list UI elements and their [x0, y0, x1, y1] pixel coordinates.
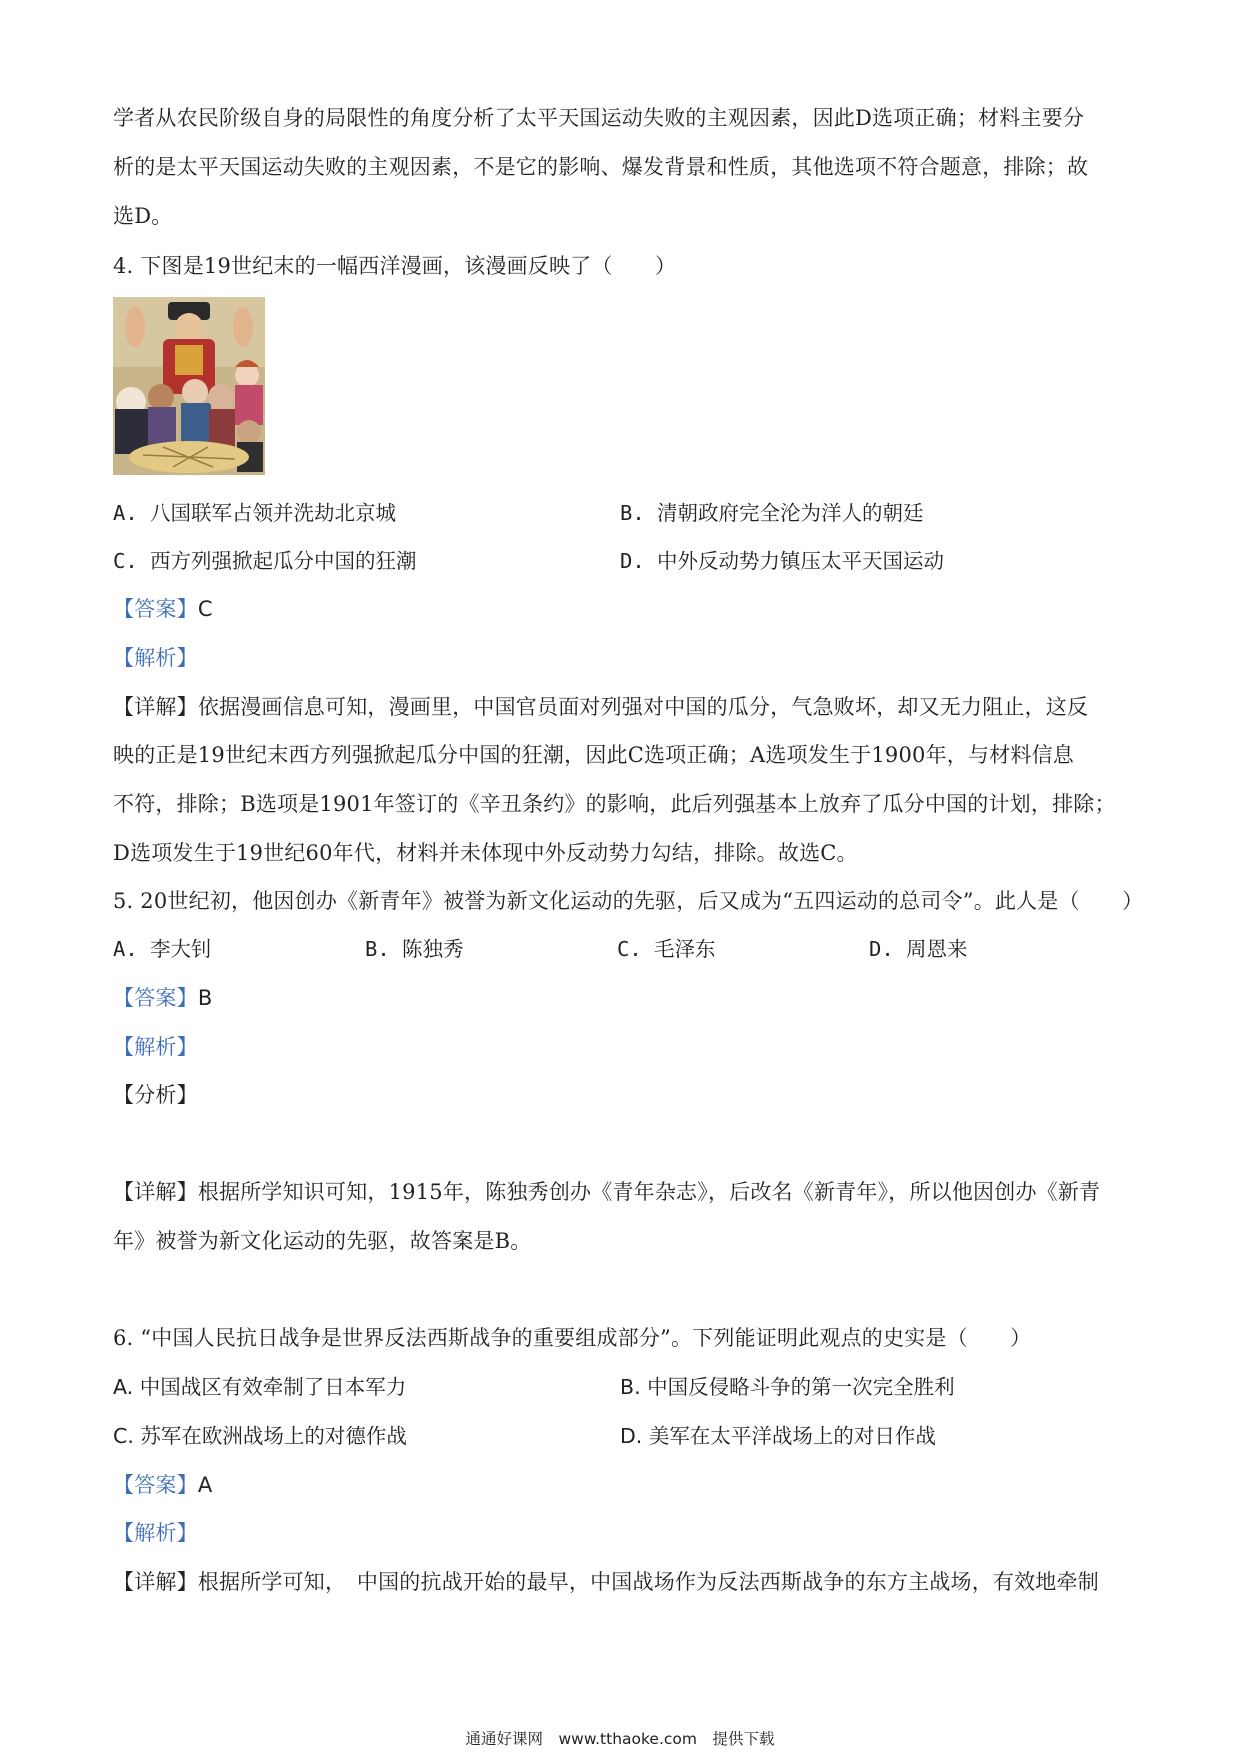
- answer-tag: 【答案】: [113, 1473, 198, 1497]
- q5-detail-line-2: 年》被誉为新文化运动的先驱，故答案是B。: [113, 1229, 532, 1253]
- q4-detail-line-3: 不符，排除；B选项是1901年签订的《辛丑条约》的影响，此后列强基本上放弃了瓜分中国的计划，排除；: [113, 792, 1116, 816]
- q5-option-a: A. 李大钊: [113, 937, 212, 961]
- q5-fenxi-tag: 【分析】: [113, 1083, 198, 1107]
- detail-text: 根据所学知识可知，1915年，陈独秀创办《青年杂志》，后改名《新青年》，所以他因创办《新青: [197, 1180, 1101, 1204]
- intro-line-3: 选D。: [113, 204, 173, 228]
- q6-option-c: C. 苏军在欧洲战场上的对德作战: [113, 1424, 407, 1448]
- answer-value: C: [197, 597, 213, 621]
- q6-option-a: A. 中国战区有效牵制了日本军力: [113, 1375, 407, 1399]
- q6-analysis-tag: 【解析】: [113, 1521, 198, 1545]
- detail-tag: 【详解】: [113, 695, 198, 719]
- page-footer: 通通好课网 www.tthaoke.com 提供下载: [465, 1730, 775, 1748]
- q4-detail-line-1: [113, 692, 1088, 722]
- q6-option-b: B. 中国反侵略斗争的第一次完全胜利: [620, 1375, 955, 1399]
- q5-analysis-tag: 【解析】: [113, 1035, 198, 1059]
- q6-stem: 6. “中国人民抗日战争是世界反法西斯战争的重要组成部分”。下列能证明此观点的史实是（ ）: [113, 1326, 1032, 1350]
- q4-option-b: B. 清朝政府完全沦为洋人的朝廷: [620, 501, 924, 525]
- intro-line-1: 学者从农民阶级自身的局限性的角度分析了太平天国运动失败的主观因素，因此D选项正确；材料主要分: [113, 106, 1085, 130]
- answer-tag: 【答案】: [113, 597, 198, 621]
- detail-text: 根据所学可知， 中国的抗战开始的最早，中国战场作为反法西斯战争的东方主战场，有效地牵制: [197, 1570, 1099, 1594]
- detail-text: 依据漫画信息可知，漫画里，中国官员面对列强对中国的瓜分，气急败坏，却又无力阻止，这反: [197, 695, 1089, 719]
- q4-option-d: D. 中外反动势力镇压太平天国运动: [620, 549, 945, 573]
- q5-answer: [113, 983, 212, 1013]
- q5-option-c: C. 毛泽东: [617, 937, 716, 961]
- q5-stem: 5. 20世纪初，他因创办《新青年》被誉为新文化运动的先驱，后又成为“五四运动的总司令”。此人是（ ）: [113, 889, 1144, 913]
- q5-detail-line-1: [113, 1177, 1100, 1207]
- q6-answer: [113, 1470, 212, 1500]
- q4-detail-line-2: 映的正是19世纪末西方列强掀起瓜分中国的狂潮，因此C选项正确；A选项发生于1900年，与材料信息: [113, 743, 1074, 767]
- detail-tag: 【详解】: [113, 1570, 198, 1594]
- q4-option-a: A. 八国联军占领并洗劫北京城: [113, 501, 397, 525]
- q4-analysis-tag: 【解析】: [113, 646, 198, 670]
- answer-tag: 【答案】: [113, 986, 198, 1010]
- q6-detail-line-1: [113, 1567, 1099, 1597]
- q4-option-c: C. 西方列强掀起瓜分中国的狂潮: [113, 549, 417, 573]
- q5-option-b: B. 陈独秀: [365, 937, 464, 961]
- answer-value: A: [197, 1473, 213, 1497]
- cartoon-illustration: [113, 297, 265, 475]
- q6-option-d: D. 美军在太平洋战场上的对日作战: [620, 1424, 936, 1448]
- q5-option-d: D. 周恩来: [869, 937, 968, 961]
- q4-stem: 4. 下图是19世纪末的一幅西洋漫画，该漫画反映了（ ）: [113, 254, 677, 278]
- q4-cartoon-image: [113, 297, 265, 475]
- intro-line-2: 析的是太平天国运动失败的主观因素，不是它的影响、爆发背景和性质，其他选项不符合题意，排除；故: [113, 155, 1089, 179]
- detail-tag: 【详解】: [113, 1180, 198, 1204]
- answer-value: B: [197, 986, 213, 1010]
- q4-detail-line-4: D选项发生于19世纪60年代，材料并未体现中外反动势力勾结，排除。故选C。: [113, 841, 858, 865]
- q4-answer: [113, 594, 213, 624]
